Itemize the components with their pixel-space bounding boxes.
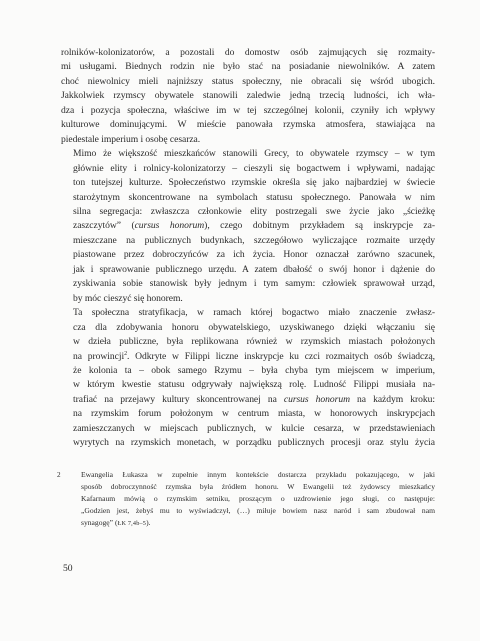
footnote-line: „Godzien jest, żebyś mu to wyświadczył, (…) miłuje bowiem nasz naród i sam zbudował nam (81, 506, 435, 515)
text-fragment: . Odkryte w Filippi liczne inskrypcje ku czci rozmaitych osób świadczą, (127, 350, 435, 362)
text-fragment: ). (146, 518, 151, 527)
text-line: kulturowe dominującymi. W mieście panowała rzymska atmosfera, stawiająca na (61, 119, 435, 131)
latin-term: cursus honorum (134, 220, 205, 232)
text-line: piastowane przez dobroczyńców za ich życia. Honor oznaczał zarówno szacunek, (73, 249, 435, 261)
text-line (61, 219, 435, 233)
text-fragment: synagogę” ( (81, 518, 118, 527)
footnote-ref[interactable]: 2 (124, 350, 128, 357)
text-line: piedestale imperium i osobę cesarza. (61, 133, 201, 145)
footnote-line (81, 517, 435, 530)
paragraph-2 (61, 147, 435, 306)
text-line: silna segregacja: zwłaszcza członkowie elity postrzegali swe życie jako „ścieżkę (73, 205, 435, 217)
text-line: cza dla zdobywania honoru obywatelskiego, uzyskiwanego dzięki włączaniu się (73, 321, 435, 333)
text-line: mi usługami. Biednych rodzin nie było stać na posiadanie niewolników. A zatem (61, 61, 435, 73)
footnote-line: Ewangelia Łukasza w zupełnie innym kontekście dostarcza przykładu pokazującego, w jaki (81, 470, 435, 479)
text-fragment: zaszczytów” ( (73, 220, 135, 232)
text-line (61, 350, 435, 364)
text-line: ton tutejszej kulturze. Społeczeństwo rzymskie określa się jako najbardziej w świecie (73, 177, 435, 189)
footnote (57, 469, 435, 530)
text-fragment: trafiać na przejawy kultury skoncentrowanej na (73, 393, 284, 405)
text-line: dza i pozycja społeczna, właściwe im w tej szczególnej kolonii, czyniły ich wpływy (61, 104, 435, 116)
text-line: choć niewolnicy mieli najniższy status społeczny, nie obracali się wśród ubogich. (61, 75, 435, 87)
text-line: zyskiwania sobie stanowisk były jednym i tym samym: człowiek sprawował urząd, (73, 278, 435, 290)
text-line: jak i sprawowanie publicznego urzędu. A zatem dbałość o swój honor i dążenie do (73, 263, 435, 275)
text-fragment: ), czego dobitnym przykładem są inskrypcje za- (204, 220, 435, 232)
text-fragment: na prowincji (73, 350, 125, 362)
text-line: na rzymskim forum położonym w centrum miasta, w honorowych inskrypcjach (73, 408, 435, 420)
text-line: zamieszczanych w miejscach publicznych, w kulcie cesarza, w przedstawieniach (73, 422, 435, 434)
text-line: w którym kwestie statusu odgrywały największą rolę. Ludność Filippi musiała na- (73, 379, 435, 391)
footnote-line: sposób dobroczynność rzymska była źródłem honoru. W Ewangelii też żydowscy mieszkańcy (81, 482, 435, 491)
text-line: by móc cieszyć się honorem. (73, 292, 183, 304)
bible-reference: ŁK 7,4b–5 (117, 520, 147, 527)
text-line: mieszczane na publicznych budynkach, szczegółowo wyliczające rozmaite urzędy (73, 234, 435, 246)
footnote-line: Kafarnaum mówią o rzymskim setniku, proszącym o uzdrowienie jego sługi, co następuje: (81, 494, 435, 503)
text-line: wyrytych na rzymskich monetach, w porządku publicznych procesji oraz stylu życia (73, 437, 435, 449)
text-line: głównie elity i rolnicy-kolonizatorzy – cieszyli się bogactwem i wpływami, nadając (73, 162, 435, 174)
footnote-text (81, 469, 435, 530)
main-text (61, 46, 435, 451)
text-line: że kolonia ta – obok samego Rzymu – była chyba tym miejscem w imperium, (73, 364, 435, 376)
text-line: w dzieła publiczne, była replikowana również w rzymskich miastach położonych (73, 336, 435, 348)
text-line: Ta społeczna stratyfikacja, w ramach której bogactwo miało znaczenie zwłasz- (73, 307, 435, 319)
page-number: 50 (63, 563, 73, 574)
text-line: Jakkolwiek rzymscy obywatele stanowili zaledwie jedną trzecią ludności, ich wła- (61, 90, 435, 102)
text-line: rolników-kolonizatorów, a pozostali do domostw osób zajmujących się rozmaity- (61, 47, 435, 58)
text-line: starożytnym skoncentrowane na symbolach statusu społecznego. Panowała w nim (73, 191, 435, 203)
text-fragment: na każdym kroku: (349, 393, 435, 405)
paragraph-3 (61, 306, 435, 451)
text-line: Mimo że większość mieszkańców stanowili Grecy, to obywatele rzymscy – w tym (73, 148, 435, 160)
paragraph-1 (61, 46, 435, 147)
latin-term: cursus honorum (283, 393, 350, 405)
text-line (61, 393, 435, 407)
footnote-number: 2 (57, 471, 61, 479)
